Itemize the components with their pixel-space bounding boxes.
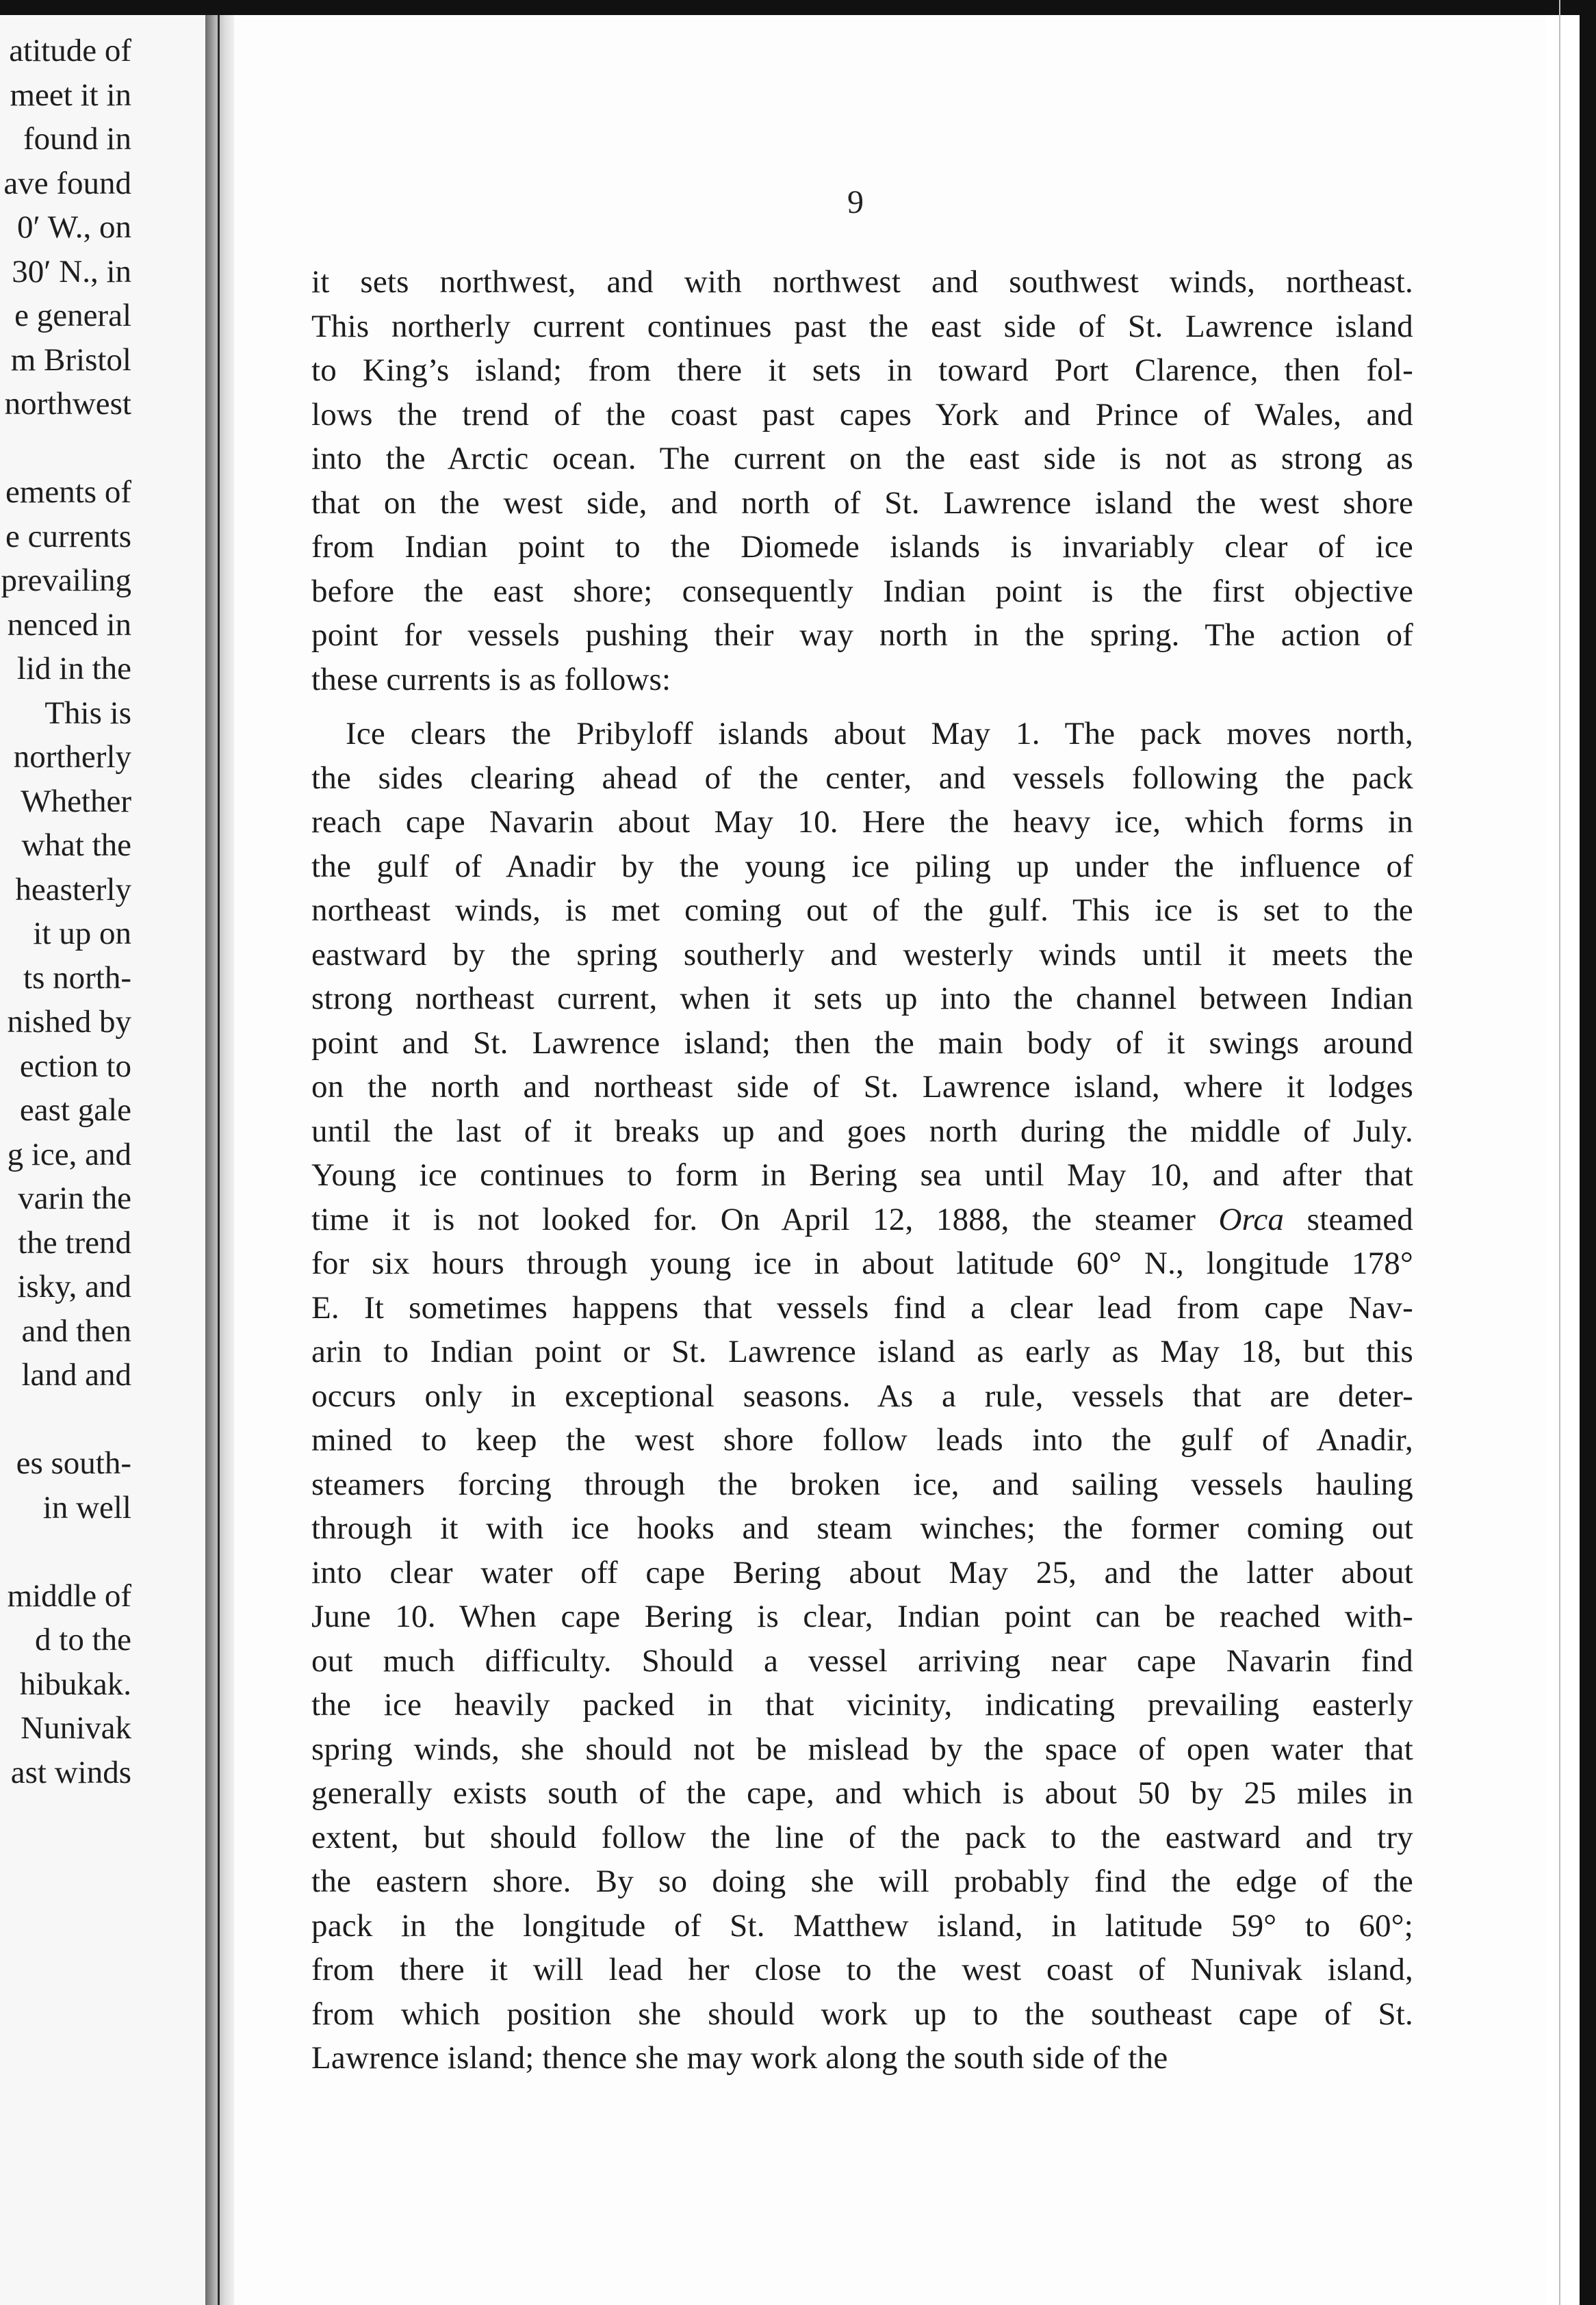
text-line: it sets northwest, and with northwest and southwest winds, northeast. — [311, 264, 1413, 300]
text-line: pack in the longitude of St. Matthew island, in latitude 59° to 60°; — [311, 1907, 1413, 1944]
left-page-line: ave found — [3, 165, 131, 201]
page-number: 9 — [847, 184, 864, 220]
text-line: these currents is as follows: — [311, 661, 671, 697]
text-line: June 10. When cape Bering is clear, Indian point can be reached with- — [311, 1599, 1413, 1634]
text-line: into the Arctic ocean. The current on the east side is not as strong as — [311, 441, 1413, 476]
left-page-line: ast winds — [10, 1754, 131, 1790]
scan-border-top — [0, 0, 1596, 15]
left-page-line: Nunivak — [21, 1710, 131, 1746]
left-page-line: northwest — [4, 386, 131, 422]
ship-name: Orca — [1218, 1201, 1285, 1237]
text-line: E. It sometimes happens that vessels find a clear lead from cape Nav- — [311, 1289, 1413, 1326]
page-edge-line — [1559, 0, 1560, 2305]
left-page-line: the trend — [18, 1224, 131, 1261]
text-line: time it is not looked for. On April 12, 1888, the steamer Orca steamed — [311, 1201, 1413, 1237]
text-line: the gulf of Anadir by the young ice piling up under the influence of — [311, 848, 1413, 884]
text-line: the ice heavily packed in that vicinity, indicating prevailing easterly — [311, 1687, 1413, 1723]
text-line: for six hours through young ice in about latitude 60° N., longitude 178° — [311, 1246, 1413, 1281]
left-page-fragment — [0, 15, 205, 2305]
left-page-line: g ice, and — [7, 1136, 131, 1172]
left-page-line: prevailing — [1, 563, 131, 598]
text-line: the eastern shore. By so doing she will probably find the edge of the — [311, 1864, 1413, 1899]
left-page-line: lid in the — [16, 651, 131, 686]
text-line: generally exists south of the cape, and which is about 50 by 25 miles in — [311, 1775, 1413, 1811]
text-line: into clear water off cape Bering about May 25, and the latter about — [311, 1554, 1413, 1591]
text-line: point for vessels pushing their way north in the spring. The action of — [311, 617, 1413, 653]
text-line: through it with ice hooks and steam winches; the former coming out — [311, 1510, 1413, 1546]
left-page-line: land and — [21, 1357, 131, 1393]
left-page-line: it up on — [33, 916, 131, 951]
text-line: extent, but should follow the line of the pack to the eastward and try — [311, 1819, 1413, 1855]
text-line: Lawrence island; thence she may work along the south side of the — [311, 2040, 1168, 2076]
left-page-line: what the — [21, 827, 131, 863]
text-line: from there it will lead her close to the west coast of Nunivak island, — [311, 1952, 1413, 1987]
left-page-line: varin the — [18, 1181, 131, 1216]
left-page-line: e currents — [5, 518, 131, 554]
left-page-line: 30′ N., in — [12, 253, 131, 289]
left-page-line: and then — [21, 1313, 131, 1349]
text-line: This northerly current continues past the east side of St. Lawrence island — [311, 308, 1413, 344]
left-page-line: heasterly — [15, 871, 131, 907]
text-line: steamers forcing through the broken ice, and sailing vessels hauling — [311, 1466, 1413, 1502]
left-page-line: m Bristol — [10, 342, 131, 378]
text-line: until the last of it breaks up and goes north during the middle of July. — [311, 1113, 1413, 1149]
left-page-line: d to the — [35, 1622, 131, 1658]
text-line: on the north and northeast side of St. Lawrence island, where it lodges — [311, 1069, 1413, 1105]
text-line: from which position she should work up to the southeast cape of St. — [311, 1996, 1413, 2032]
book-gutter — [205, 15, 234, 2305]
left-page-line: Whether — [21, 783, 131, 819]
scan-border-right — [1580, 0, 1596, 2305]
left-page-line: east gale — [19, 1092, 131, 1128]
text-line: from Indian point to the Diomede islands is invariably clear of ice — [311, 529, 1413, 565]
left-page-line: middle of — [7, 1578, 131, 1614]
text-line: Ice clears the Pribyloff islands about May 1. The pack moves north, — [346, 716, 1413, 751]
left-page-line: nished by — [7, 1004, 131, 1040]
left-page-line: meet it in — [10, 77, 131, 113]
left-page-line: e general — [14, 298, 131, 333]
text-line: arin to Indian point or St. Lawrence island as early as May 18, but this — [311, 1334, 1413, 1369]
text-line: to King’s island; from there it sets in toward Port Clarence, then fol- — [311, 352, 1413, 388]
left-page-line: ts north- — [23, 960, 131, 996]
left-page-line: isky, and — [17, 1269, 131, 1304]
left-page-line: atitude of — [9, 33, 131, 68]
text-line: mined to keep the west shore follow leads into the gulf of Anadir, — [311, 1422, 1413, 1458]
left-page-line: northerly — [13, 739, 131, 775]
text-line: eastward by the spring southerly and westerly winds until it meets the — [311, 936, 1413, 973]
gutter-edge — [218, 15, 220, 2305]
left-page-line: ection to — [19, 1048, 131, 1084]
left-page-line: nenced in — [7, 606, 131, 643]
text-line: out much difficulty. Should a vessel arriving near cape Navarin find — [311, 1643, 1413, 1679]
left-page-line: found in — [23, 121, 131, 157]
text-line: before the east shore; consequently Indian point is the first objective — [311, 573, 1413, 609]
text-line: strong northeast current, when it sets up into the channel between Indian — [311, 981, 1413, 1016]
text-line: lows the trend of the coast past capes York and Prince of Wales, and — [311, 396, 1413, 433]
left-page-line: This is — [44, 695, 131, 731]
text-line: occurs only in exceptional seasons. As a rule, vessels that are deter- — [311, 1378, 1413, 1414]
text-line: point and St. Lawrence island; then the main body of it swings around — [311, 1025, 1413, 1061]
left-page-line: in well — [42, 1489, 131, 1525]
text-line: the sides clearing ahead of the center, and vessels following the pack — [311, 760, 1413, 796]
left-page-line: es south- — [16, 1445, 131, 1481]
left-page-line: 0′ W., on — [17, 209, 131, 245]
left-page-line: hibukak. — [19, 1666, 131, 1702]
text-line: reach cape Navarin about May 10. Here the heavy ice, which forms in — [311, 804, 1413, 840]
text-line: Young ice continues to form in Bering sea until May 10, and after that — [311, 1157, 1413, 1193]
ship-line-suffix: steamed — [1284, 1201, 1413, 1237]
text-line: spring winds, she should not be mislead by the space of open water that — [311, 1731, 1413, 1767]
text-line: that on the west side, and north of St. Lawrence island the west shore — [311, 485, 1413, 521]
left-page-line: ements of — [5, 474, 131, 510]
text-line: northeast winds, is met coming out of the gulf. This ice is set to the — [311, 892, 1413, 928]
